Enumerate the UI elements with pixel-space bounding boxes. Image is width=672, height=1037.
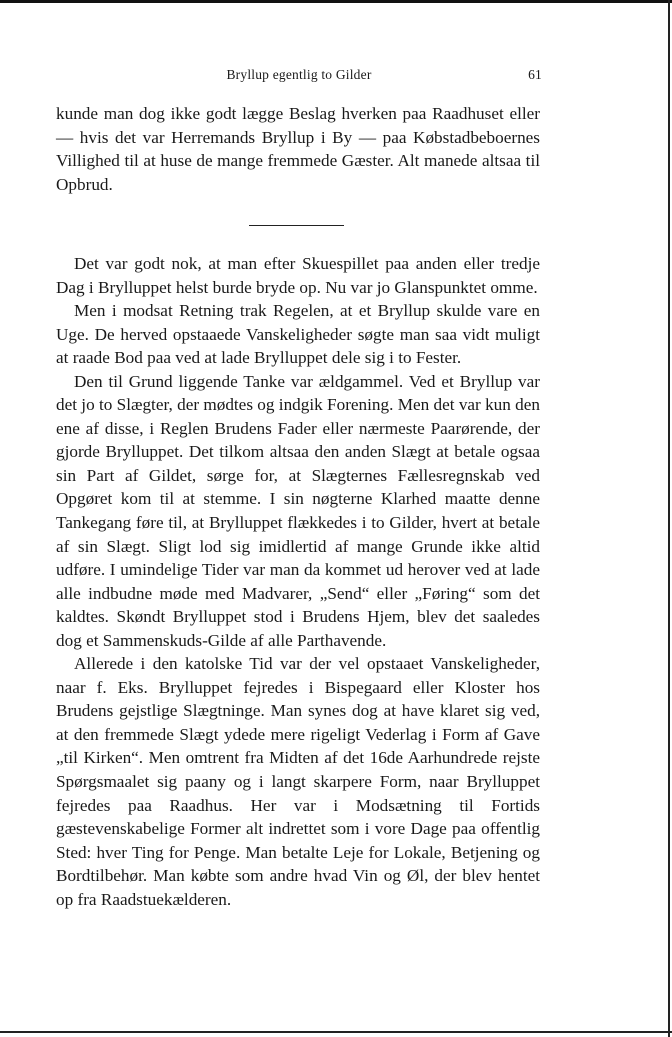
paragraph: Allerede i den katolske Tid var der vel opstaaet Vanskeligheder, naar f. Eks. Brylluppet fejredes i Bispegaard eller Kloster hos Brudens gejstlige Slægtninge. Man synes dog at have klaret sig ved, at den fremmede Slægt ydede mere rigeligt Vederlag i Form af Gave „til Kirken“. Men omtrent fra Midten af det 16de Aarhundrede rejste Spørgsmaalet sig paany og i langt skarpere Form, naar Brylluppet fejredes paa Raadhus. Her var i Modsætning til Fortids gæstevenskabelige Former alt indrettet som i vore Dage paa offentlig Sted: hver Ting for Penge. Man betalte Leje for Lokale, Betjening og Bordtilbehør. Man købte som andre hvad Vin og Øl, der blev hentet op fra Raadstuekælderen.: [56, 654, 540, 909]
running-title: Bryllup egentlig to Gilder: [226, 67, 372, 82]
page-number: 61: [528, 67, 542, 82]
running-header: [56, 67, 542, 87]
paragraph: Den til Grund liggende Tanke var ældgammel. Ved et Bryllup var det jo to Slægter, der mødtes og indgik Forening. Men det var kun den ene af disse, i Reglen Brudens Fader eller nærmeste Paarørende, der gjorde Brylluppet. Det tilkom altsaa den anden Slægt at betale ogsaa sin Part af Gildet, sørge for, at Slægternes Fællesregnskab ved Opgøret kom til at stemme. I sin nøgterne Klarhed maatte denne Tankegang føre til, at Brylluppet flækkedes i to Gilder, hvert at betale af sin Slægt. Sligt lod sig imidlertid af mange Grunde ikke altid udføre. I umindelige Tider var man da kommet ud herover ved at lade alle indbudne møde med Madvarer, „Send“ eller „Føring“ som det kaldtes. Skøndt Brylluppet stod i Brudens Hjem, blev det saaledes dog et Sammenskuds-Gilde af alle Parthavende.: [56, 371, 540, 650]
section-body: [56, 252, 540, 911]
page-right-edge: [668, 0, 670, 1037]
paragraph: kunde man dog ikke godt lægge Beslag hverken paa Raadhuset eller — hvis det var Herremands Bryllup i By — paa Købstadbeboernes Villighed til at huse de mange fremmede Gæster. Alt manede altsaa til Opbrud.: [56, 104, 540, 194]
section-continuation: [56, 102, 540, 196]
paragraph: Men i modsat Retning trak Regelen, at et Bryllup skulde vare en Uge. De herved opstaaede Vanskeligheder søgte man saa vidt muligt at raade Bod paa ved at lade Brylluppet dele sig i to Fester.: [56, 301, 540, 368]
paragraph: Det var godt nok, at man efter Skuespillet paa anden eller tredje Dag i Brylluppet helst burde bryde op. Nu var jo Glanspunktet omme.: [56, 254, 540, 297]
page-top-edge: [0, 0, 672, 3]
section-divider: [249, 225, 344, 226]
page-bottom-edge: [0, 1031, 672, 1033]
